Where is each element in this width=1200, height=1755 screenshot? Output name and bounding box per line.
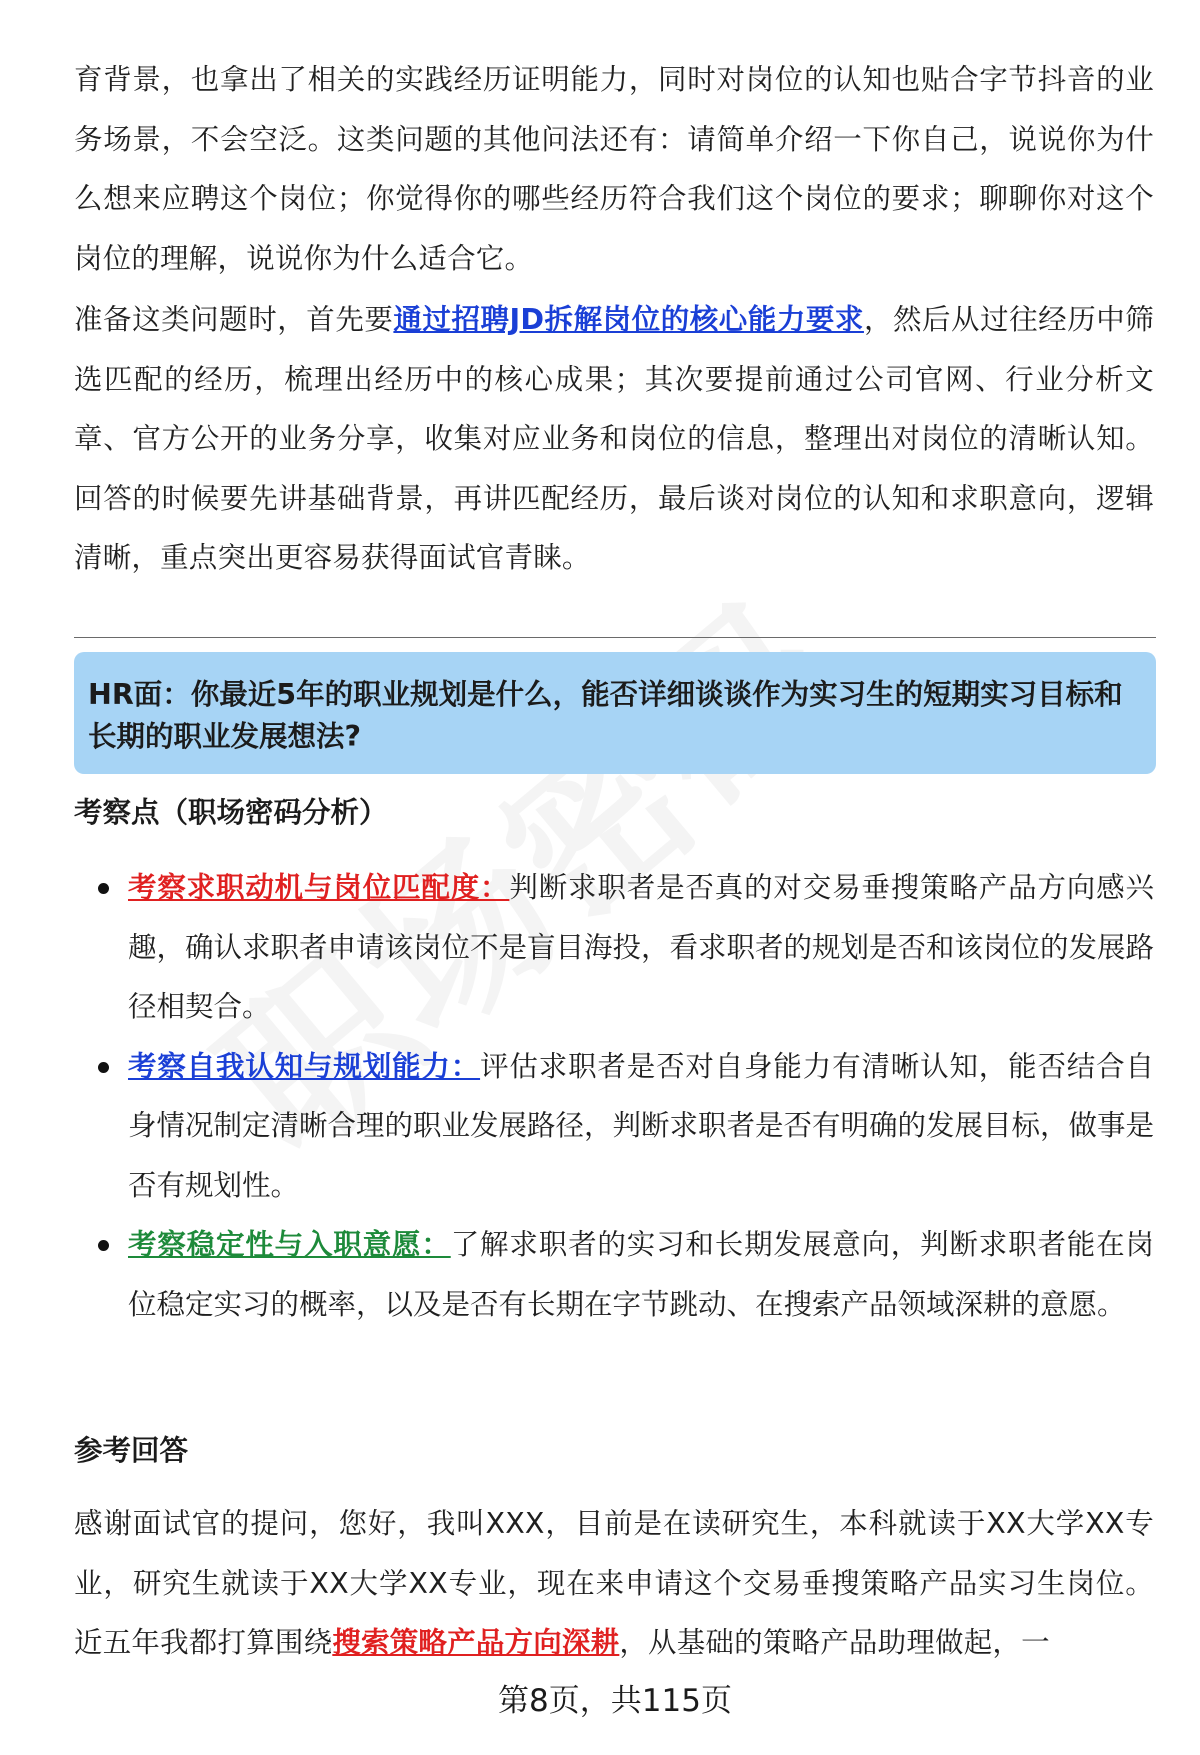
- bullet-dot-icon: [98, 1062, 109, 1073]
- page-number-footer: 第8页，共115页: [498, 1683, 732, 1719]
- analysis-list: [74, 858, 1154, 1334]
- section-divider: [74, 637, 1156, 638]
- answer-text-before: 感谢面试官的提问，您好，我叫XXX，目前是在读研究生，本科就读于XX大学XX专业，研究生就读于XX大学XX专业，现在来申请这个交易垂搜策略产品实习生岗位。近五年我都打算围绕: [74, 1507, 1154, 1659]
- answer-paragraph: [74, 1494, 1154, 1673]
- preparation-paragraph: [74, 290, 1154, 588]
- analysis-heading: 考察点（职场密码分析）: [74, 796, 388, 829]
- analysis-item: [74, 1037, 1154, 1216]
- analysis-item: [74, 1215, 1154, 1334]
- question-text: HR面：你最近5年的职业规划是什么，能否详细谈谈作为实习生的短期实习目标和长期的职业发展想法?: [88, 678, 1123, 753]
- prep-highlight-link[interactable]: 通过招聘JD拆解岗位的核心能力要求: [393, 303, 864, 336]
- bullet-dot-icon: [98, 883, 109, 894]
- analysis-item-text: 了解求职者的实习和长期发展意向，判断求职者能在岗位稳定实习的概率，以及是否有长期在字节跳动、在搜索产品领域深耕的意愿。: [128, 1228, 1154, 1321]
- answer-heading: 参考回答: [74, 1434, 189, 1467]
- analysis-item-text: 评估求职者是否对自身能力有清晰认知，能否结合自身情况制定清晰合理的职业发展路径，判断求职者是否有明确的发展目标，做事是否有规划性。: [128, 1049, 1155, 1202]
- prep-text-before: 准备这类问题时，首先要: [74, 303, 394, 336]
- prep-text-after: ，然后从过往经历中筛选匹配的经历，梳理出经历中的核心成果；其次要提前通过公司官网、行业分析文章、官方公开的业务分享，收集对应业务和岗位的信息，整理出对岗位的清晰认知。回答的时候要先讲基础背景，再讲匹配经历，最后谈对岗位的认知和求职意向，逻辑清晰，重点突出更容易获得面试官青睐。: [74, 303, 1154, 574]
- answer-text-after: ，从基础的策略产品助理做起，一: [619, 1626, 1050, 1659]
- analysis-item-label[interactable]: 考察稳定性与入职意愿：: [128, 1228, 451, 1261]
- bullet-dot-icon: [98, 1240, 109, 1251]
- analysis-item-label[interactable]: 考察求职动机与岗位匹配度：: [128, 871, 510, 904]
- analysis-item: [74, 858, 1154, 1037]
- answer-highlight-link[interactable]: 搜索策略产品方向深耕: [332, 1626, 620, 1659]
- analysis-item-text: 判断求职者是否真的对交易垂搜策略产品方向感兴趣，确认求职者申请该岗位不是盲目海投，看求职者的规划是否和该岗位的发展路径相契合。: [128, 871, 1155, 1023]
- analysis-item-label[interactable]: 考察自我认知与规划能力：: [128, 1049, 481, 1083]
- intro-paragraph: 育背景，也拿出了相关的实践经历证明能力，同时对岗位的认知也贴合字节抖音的业务场景，不会空泛。这类问题的其他问法还有：请简单介绍一下你自己，说说你为什么想来应聘这个岗位；你觉得你的哪些经历符合我们这个岗位的要求；聊聊你对这个岗位的理解，说说你为什么适合它。: [74, 63, 1154, 275]
- question-box: [74, 652, 1156, 774]
